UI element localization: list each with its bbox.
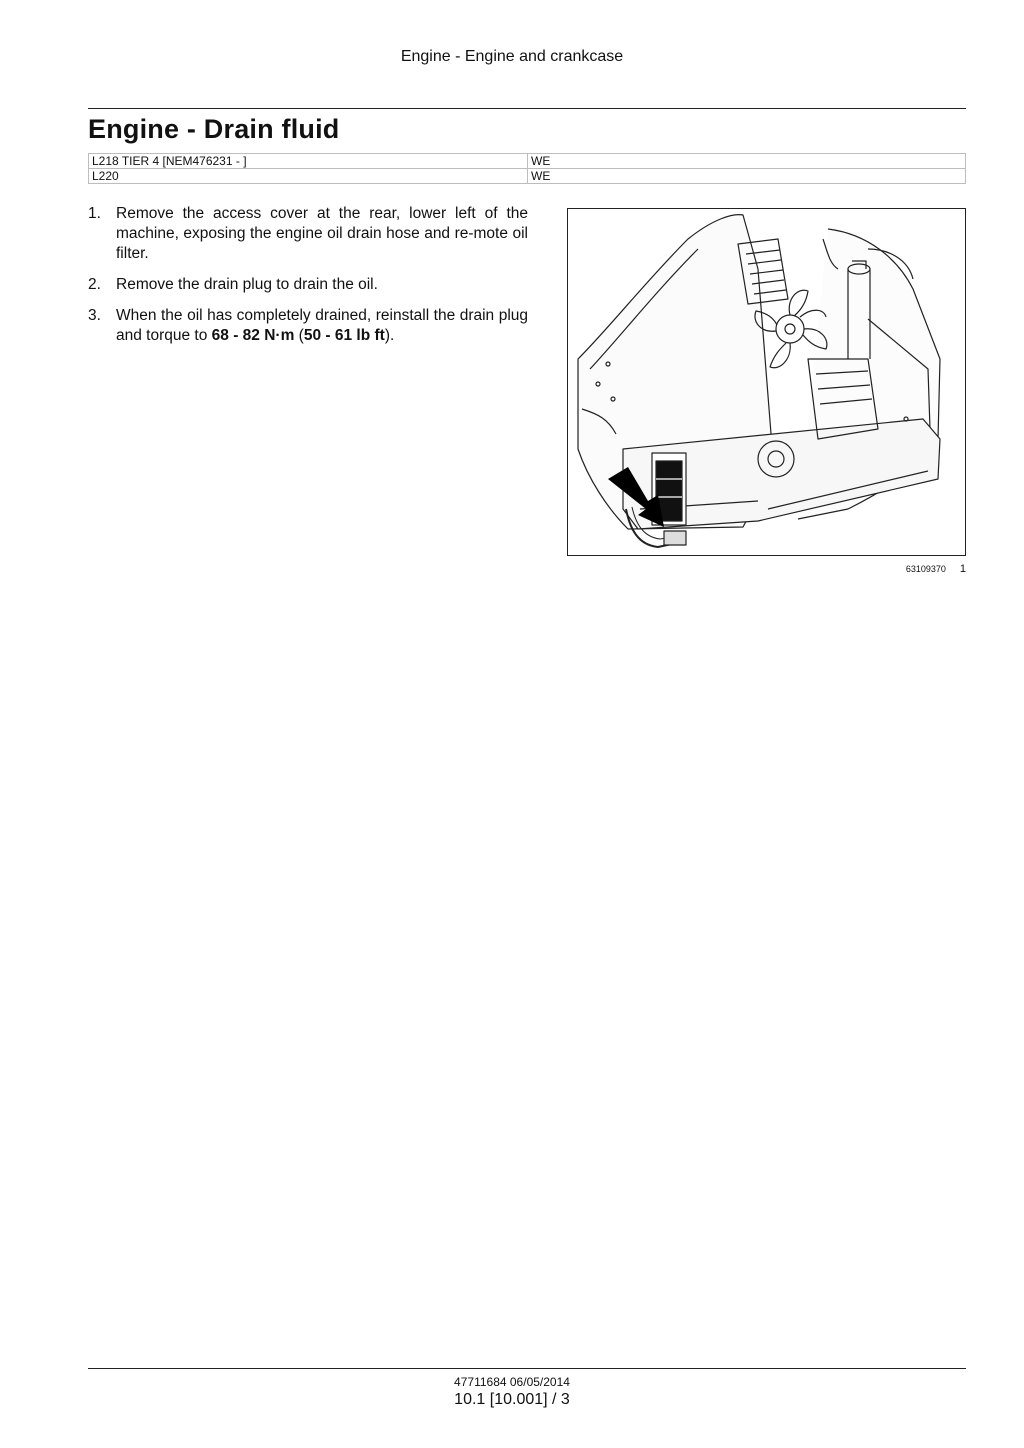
- step-number: 3.: [88, 307, 101, 324]
- paren-open: (: [294, 327, 304, 344]
- step-number: 2.: [88, 276, 101, 293]
- applicability-row: [89, 169, 966, 184]
- step-text: Remove the drain plug to drain the oil.: [116, 276, 378, 293]
- header-rule: [88, 108, 966, 109]
- step-item: [88, 306, 528, 346]
- market-cell: WE: [528, 169, 966, 184]
- model-cell: L220: [89, 169, 528, 184]
- step-text: [116, 306, 528, 346]
- step-text-lead: When the oil has completely drained, reinstall the drain plug and torque to: [116, 307, 528, 344]
- step-text: Remove the access cover at the rear, lower left of the machine, exposing the engine oil drain hose and re-mote oil filter.: [116, 205, 528, 262]
- section-title: Engine - Drain fluid: [88, 114, 340, 144]
- model-cell: L218 TIER 4 [NEM476231 - ]: [89, 154, 528, 169]
- footer-rule: [88, 1368, 966, 1369]
- engine-illustration: [567, 208, 966, 556]
- footer-page-ref: 10.1 [10.001] / 3: [454, 1391, 570, 1408]
- step-item: [88, 275, 528, 295]
- step-item: [88, 204, 528, 264]
- engine-line-drawing: [568, 209, 965, 555]
- torque-imperial: 50 - 61 lb ft: [303, 327, 385, 344]
- step-number: 1.: [88, 205, 101, 222]
- paren-close: ).: [384, 327, 395, 344]
- applicability-row: [89, 154, 966, 169]
- procedure-steps: [88, 204, 528, 357]
- footer-doc-id: 47711684 06/05/2014: [454, 1375, 570, 1389]
- figure-image-id: 63109370: [905, 564, 946, 574]
- market-cell: WE: [528, 154, 966, 169]
- applicability-table: [88, 153, 966, 184]
- figure-caption: [860, 563, 966, 575]
- torque-metric: 68 - 82 N·m: [211, 327, 295, 344]
- running-header: Engine - Engine and crankcase: [400, 48, 624, 65]
- figure-number: 1: [959, 563, 966, 575]
